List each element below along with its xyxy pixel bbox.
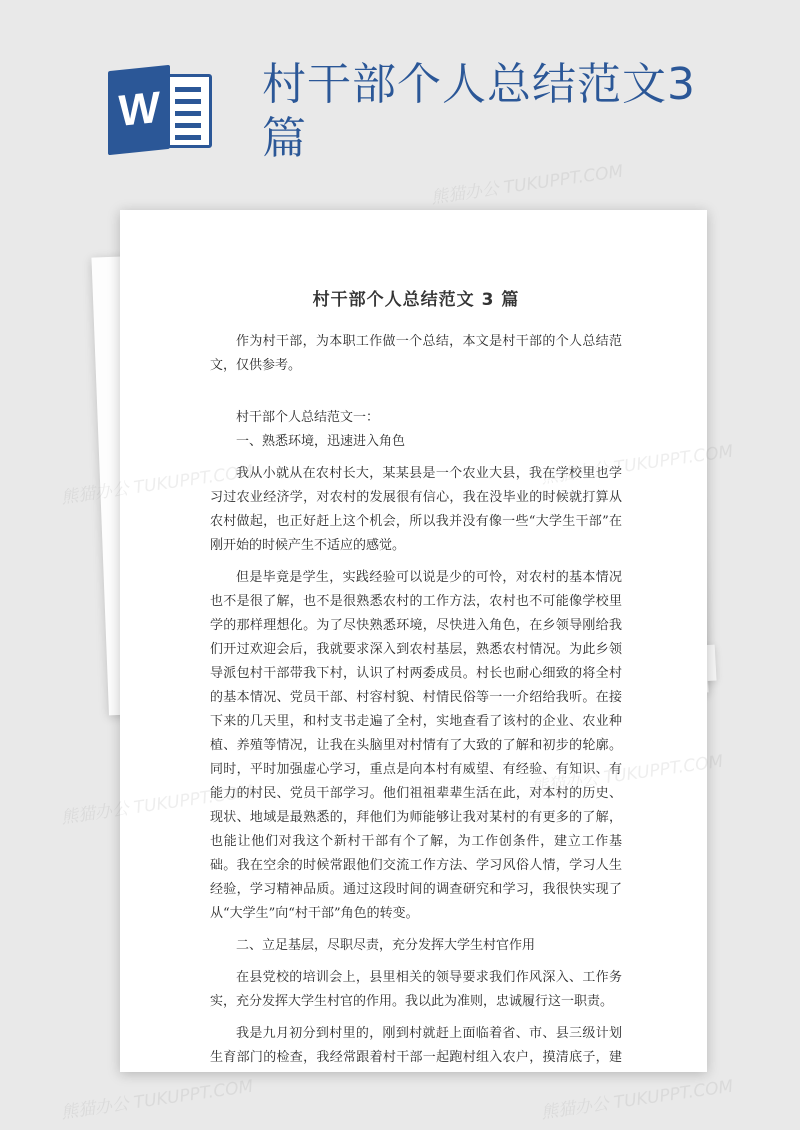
watermark: 熊猫办公 — [59, 799, 131, 829]
section-heading: 村干部个人总结范文一： — [236, 410, 380, 425]
watermark: 熊猫办公 TUKUPPT.COM — [539, 1076, 735, 1124]
word-document-icon: W — [108, 65, 170, 156]
paragraph-1: 我从小就从在农村长大，某某县是一个农业大县，我在学校里也学习过农业经济学，对农村的发展很有信心，我在没毕业的时候就打算从农村做起，也正好赶上这个机会，所以我并没有像一些“大学生干部”在刚开始的时候产生不适应的感觉。 — [210, 466, 622, 553]
document-page — [120, 210, 707, 1072]
page-title: 村干部个人总结范文3篇 — [262, 59, 696, 164]
document-body — [210, 288, 622, 1072]
paragraph-4: 我是九月初分到村里的，刚到村就赶上面临着省、市、县三级计划生育部门的检查，我经常跟着村干部一起跑村组入农户，摸清底子，建 — [210, 1026, 622, 1065]
subheading-2: 二、立足基层，尽职尽责，充分发挥大学生村官作用 — [236, 938, 536, 953]
intro-paragraph: 作为村干部，为本职工作做一个总结，本文是村干部的个人总结范文，仅供参考。 — [210, 334, 622, 373]
watermark: 熊猫办公 TUKUPPT.COM — [429, 161, 625, 209]
word-logo — [108, 68, 218, 152]
watermark: 熊猫办公 — [59, 479, 131, 509]
document-title: 村干部个人总结范文 3 篇 — [312, 290, 520, 310]
paragraph-2: 但是毕竟是学生，实践经验可以说是少的可怜，对农村的基本情况也不是很了解，也不是很熟悉农村的工作方法，农村也不可能像学校里学的那样理想化。为了尽快熟悉环境，尽快进入角色，在乡领导刚给我们开过欢迎会后，我就要求深入到农村基层，熟悉农村情况。为此乡领导派包村干部带我下村，认识了村两委成员。村长也耐心细致的将全村的基本情况、党员干部、村容村貌、村情民俗等一一介绍给我听。在接下来的几天里，和村支书走遍了全村，实地查看了该村的企业、农业种植、养殖等情况，让我在头脑里对村情有了大致的了解和初步的轮廓。同时，平时加强虚心学习，重点是向本村有威望、有经验、有知识、有能力的村民、党员干部学习。他们祖祖辈辈生活在此，对本村的历史、现状、地域是最熟悉的，拜他们为师能够让我对某村的有更多的了解，也能让他们对我这个新村干部有个了解，为工作创条件，建立工作基础。我在空余的时候常跟他们交流工作方法、学习风俗人情，学习人生经验，学习精神品质。通过这段时间的调查研究和学习，我很快实现了从“大学生”向“村干部”角色的转变。 — [210, 570, 622, 921]
paragraph-3: 在县党校的培训会上，县里相关的领导要求我们作风深入、工作务实，充分发挥大学生村官的作用。我以此为准则，忠诚履行这一职责。 — [210, 970, 622, 1009]
subheading-1: 一、熟悉环境，迅速进入角色 — [236, 434, 406, 449]
watermark: 熊猫办公 TUKUPPT.COM — [59, 1076, 255, 1124]
